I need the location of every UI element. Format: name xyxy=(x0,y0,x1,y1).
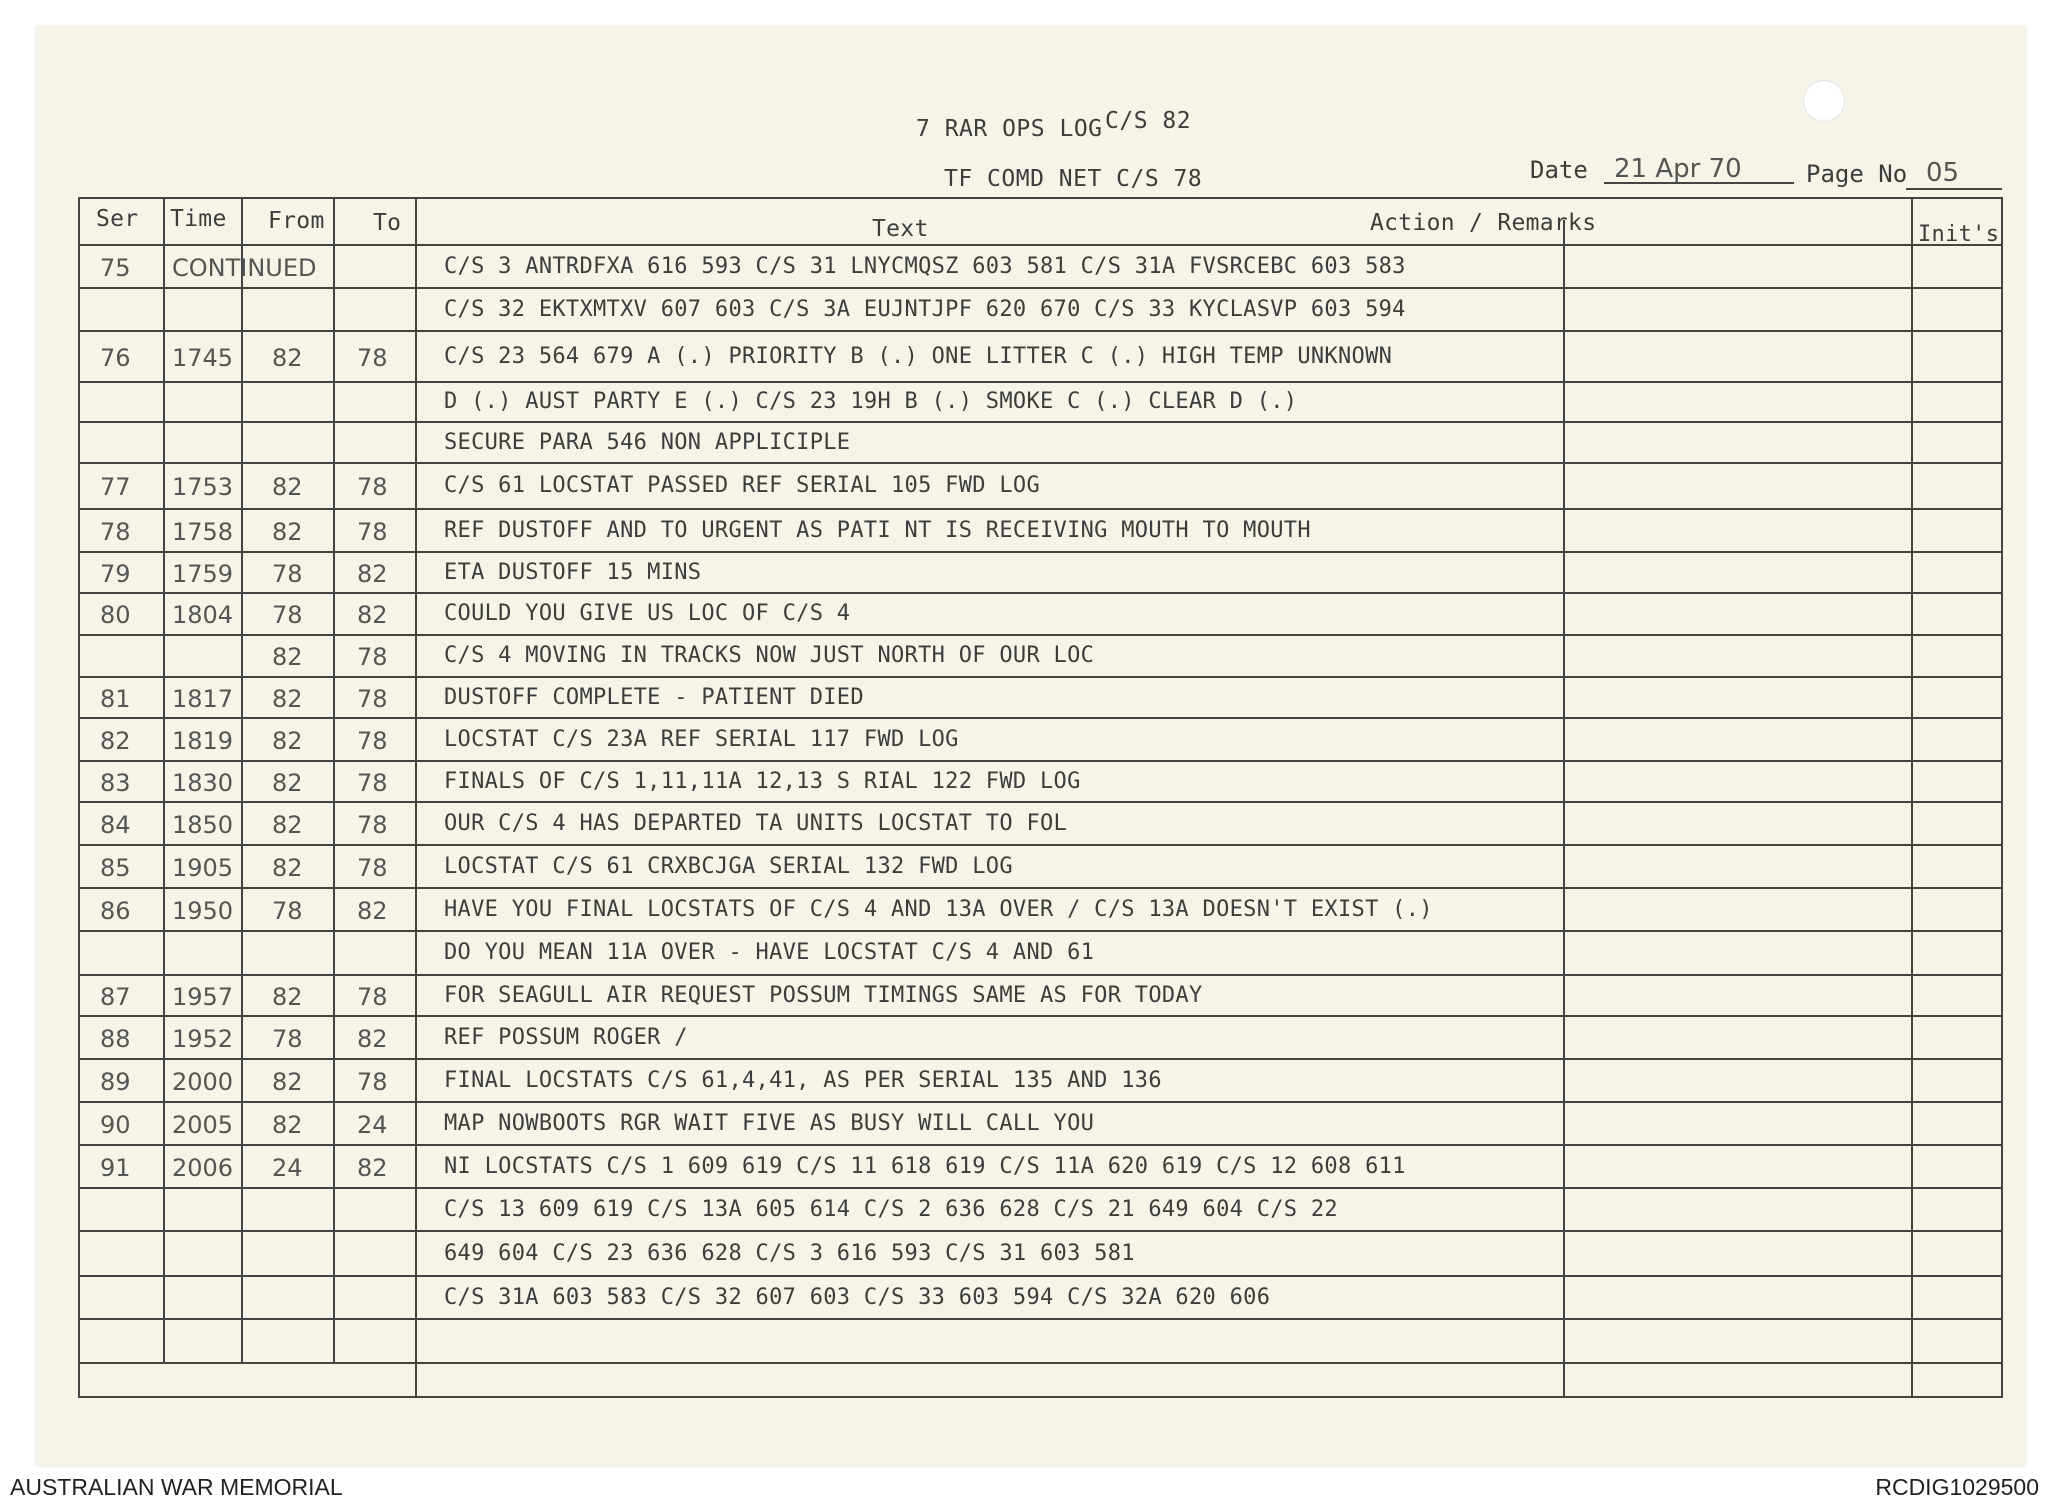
row-divider xyxy=(78,1362,2003,1364)
row-text: FINALS OF C/S 1,11,11A 12,13 S RIAL 122 FWD LOG xyxy=(444,769,1081,794)
row-to: 78 xyxy=(357,473,388,501)
row-to: 78 xyxy=(357,1068,388,1096)
row-divider xyxy=(78,1275,2003,1277)
row-divider xyxy=(78,717,2003,719)
row-ser: 76 xyxy=(100,344,131,372)
row-text: HAVE YOU FINAL LOCSTATS OF C/S 4 AND 13A OVER / C/S 13A DOESN'T EXIST (.) xyxy=(444,897,1433,922)
row-divider xyxy=(78,1015,2003,1017)
row-ser: 81 xyxy=(100,685,131,713)
row-text: C/S 3 ANTRDFXA 616 593 C/S 31 LNYCMQSZ 603 581 C/S 31A FVSRCEBC 603 583 xyxy=(444,254,1406,279)
row-to: 82 xyxy=(357,1154,388,1182)
row-to: 82 xyxy=(357,897,388,925)
col-header-text: Text xyxy=(872,216,929,242)
row-text: MAP NOWBOOTS RGR WAIT FIVE AS BUSY WILL CALL YOU xyxy=(444,1111,1095,1136)
row-divider xyxy=(78,634,2003,636)
row-to: 78 xyxy=(357,685,388,713)
row-divider xyxy=(78,287,2003,289)
col-header-action: Action / Remarks xyxy=(1370,210,1597,236)
page-label: Page No xyxy=(1806,160,1908,188)
page-value: 05 xyxy=(1926,158,1960,188)
row-to: 78 xyxy=(357,344,388,372)
row-divider xyxy=(78,1230,2003,1232)
row-time: 2005 xyxy=(172,1111,234,1139)
row-text: SECURE PARA 546 NON APPLICIPLE xyxy=(444,430,851,455)
row-divider xyxy=(78,887,2003,889)
row-text: OUR C/S 4 HAS DEPARTED TA UNITS LOCSTAT TO FOL xyxy=(444,811,1068,836)
row-divider xyxy=(78,551,2003,553)
page-underline xyxy=(1906,188,2002,190)
row-text: C/S 32 EKTXMTXV 607 603 C/S 3A EUJNTJPF 620 670 C/S 33 KYCLASVP 603 594 xyxy=(444,297,1406,322)
col-border-left xyxy=(78,197,80,1398)
row-from: 78 xyxy=(272,601,303,629)
row-ser: 82 xyxy=(100,727,131,755)
row-time: 1817 xyxy=(172,685,234,713)
row-to: 78 xyxy=(357,518,388,546)
row-time: 1819 xyxy=(172,727,234,755)
row-from: 82 xyxy=(272,344,303,372)
row-from: 82 xyxy=(272,811,303,839)
row-text: DUSTOFF COMPLETE - PATIENT DIED xyxy=(444,685,864,710)
row-divider xyxy=(78,1144,2003,1146)
row-divider xyxy=(78,930,2003,932)
row-from: 78 xyxy=(272,560,303,588)
row-time: 1952 xyxy=(172,1025,234,1053)
row-ser: 86 xyxy=(100,897,131,925)
row-time: 1745 xyxy=(172,344,234,372)
row-text: C/S 4 MOVING IN TRACKS NOW JUST NORTH OF OUR LOC xyxy=(444,643,1095,668)
col-header-from: From xyxy=(268,208,325,234)
row-divider xyxy=(78,592,2003,594)
row-text: REF DUSTOFF AND TO URGENT AS PATI NT IS RECEIVING MOUTH TO MOUTH xyxy=(444,518,1311,543)
footer-id: RCDIG1029500 xyxy=(1875,1474,2039,1500)
row-to: 78 xyxy=(357,727,388,755)
row-from: 82 xyxy=(272,518,303,546)
row-to: 82 xyxy=(357,1025,388,1053)
row-ser: 83 xyxy=(100,769,131,797)
row-time: 1830 xyxy=(172,769,234,797)
row-text: ETA DUSTOFF 15 MINS xyxy=(444,560,702,585)
row-divider xyxy=(78,508,2003,510)
row-text: C/S 61 LOCSTAT PASSED REF SERIAL 105 FWD LOG xyxy=(444,473,1040,498)
row-to: 82 xyxy=(357,601,388,629)
date-label: Date xyxy=(1530,156,1588,184)
row-from: 78 xyxy=(272,897,303,925)
row-time: 1957 xyxy=(172,983,234,1011)
row-text: D (.) AUST PARTY E (.) C/S 23 19H B (.) SMOKE C (.) CLEAR D (.) xyxy=(444,389,1298,414)
col-header-time: Time xyxy=(170,206,227,232)
row-divider xyxy=(78,1187,2003,1189)
row-from: 78 xyxy=(272,1025,303,1053)
row-divider xyxy=(78,974,2003,976)
row-divider xyxy=(78,844,2003,846)
row-ser: 90 xyxy=(100,1111,131,1139)
col-header-inits: Init's xyxy=(1918,222,2000,247)
punch-hole xyxy=(1803,80,1845,122)
row-from: 82 xyxy=(272,1111,303,1139)
row-ser: 79 xyxy=(100,560,131,588)
row-time: 2006 xyxy=(172,1154,234,1182)
col-border-to xyxy=(415,197,417,1398)
row-ser: 80 xyxy=(100,601,131,629)
row-ser: 77 xyxy=(100,473,131,501)
row-divider xyxy=(78,1101,2003,1103)
col-border-action xyxy=(1911,197,1913,1398)
col-border-right xyxy=(2001,197,2003,1398)
row-time: 1905 xyxy=(172,854,234,882)
row-time: 2000 xyxy=(172,1068,234,1096)
row-from: 82 xyxy=(272,854,303,882)
row-from: 82 xyxy=(272,643,303,671)
row-time: CONTINUED xyxy=(172,254,317,282)
row-text: C/S 23 564 679 A (.) PRIORITY B (.) ONE LITTER C (.) HIGH TEMP UNKNOWN xyxy=(444,344,1393,369)
row-time: 1758 xyxy=(172,518,234,546)
net-name: TF COMD NET C/S 78 xyxy=(944,166,1203,192)
row-divider xyxy=(78,381,2003,383)
row-to: 82 xyxy=(357,560,388,588)
row-from: 82 xyxy=(272,769,303,797)
row-ser: 75 xyxy=(100,254,131,282)
row-divider xyxy=(78,462,2003,464)
row-time: 1850 xyxy=(172,811,234,839)
row-from: 82 xyxy=(272,727,303,755)
date-value: 21 Apr 70 xyxy=(1614,154,1742,184)
row-ser: 87 xyxy=(100,983,131,1011)
row-text: DO YOU MEAN 11A OVER - HAVE LOCSTAT C/S 4 AND 61 xyxy=(444,940,1095,965)
row-text: LOCSTAT C/S 61 CRXBCJGA SERIAL 132 FWD LOG xyxy=(444,854,1013,879)
row-text: 649 604 C/S 23 636 628 C/S 3 616 593 C/S 31 603 581 xyxy=(444,1241,1135,1266)
col-header-to: To xyxy=(373,210,402,236)
row-text: REF POSSUM ROGER / xyxy=(444,1025,688,1050)
table-header-border xyxy=(78,244,2003,246)
row-divider xyxy=(78,676,2003,678)
row-text: COULD YOU GIVE US LOC OF C/S 4 xyxy=(444,601,851,626)
row-text: LOCSTAT C/S 23A REF SERIAL 117 FWD LOG xyxy=(444,727,959,752)
row-to: 78 xyxy=(357,811,388,839)
row-to: 24 xyxy=(357,1111,388,1139)
row-from: 24 xyxy=(272,1154,303,1182)
row-divider xyxy=(78,1058,2003,1060)
table-bottom-border xyxy=(78,1396,2003,1398)
row-time: 1950 xyxy=(172,897,234,925)
footer-credit: AUSTRALIAN WAR MEMORIAL xyxy=(10,1474,343,1500)
row-ser: 84 xyxy=(100,811,131,839)
row-to: 78 xyxy=(357,769,388,797)
row-to: 78 xyxy=(357,983,388,1011)
col-header-ser: Ser xyxy=(96,206,139,232)
row-divider xyxy=(78,760,2003,762)
row-divider xyxy=(78,801,2003,803)
row-ser: 78 xyxy=(100,518,131,546)
row-ser: 89 xyxy=(100,1068,131,1096)
row-divider xyxy=(78,330,2003,332)
row-to: 78 xyxy=(357,643,388,671)
row-text: FINAL LOCSTATS C/S 61,4,41, AS PER SERIAL 135 AND 136 xyxy=(444,1068,1162,1093)
row-divider xyxy=(78,1318,2003,1320)
row-divider xyxy=(78,421,2003,423)
row-from: 82 xyxy=(272,473,303,501)
row-time: 1804 xyxy=(172,601,234,629)
row-ser: 88 xyxy=(100,1025,131,1053)
row-from: 82 xyxy=(272,983,303,1011)
row-text: FOR SEAGULL AIR REQUEST POSSUM TIMINGS SAME AS FOR TODAY xyxy=(444,983,1203,1008)
row-from: 82 xyxy=(272,685,303,713)
row-text: NI LOCSTATS C/S 1 609 619 C/S 11 618 619 C/S 11A 620 619 C/S 12 608 611 xyxy=(444,1154,1406,1179)
log-title: 7 RAR OPS LOG xyxy=(916,116,1103,142)
row-time: 1759 xyxy=(172,560,234,588)
row-to: 78 xyxy=(357,854,388,882)
col-border-text xyxy=(1563,220,1565,1398)
row-text: C/S 31A 603 583 C/S 32 607 603 C/S 33 603 594 C/S 32A 620 606 xyxy=(444,1285,1271,1310)
row-ser: 85 xyxy=(100,854,131,882)
row-text: C/S 13 609 619 C/S 13A 605 614 C/S 2 636 628 C/S 21 649 604 C/S 22 xyxy=(444,1197,1338,1222)
row-ser: 91 xyxy=(100,1154,131,1182)
row-from: 82 xyxy=(272,1068,303,1096)
table-top-border xyxy=(78,197,2003,199)
row-time: 1753 xyxy=(172,473,234,501)
log-title-callsign: C/S 82 xyxy=(1105,108,1192,134)
